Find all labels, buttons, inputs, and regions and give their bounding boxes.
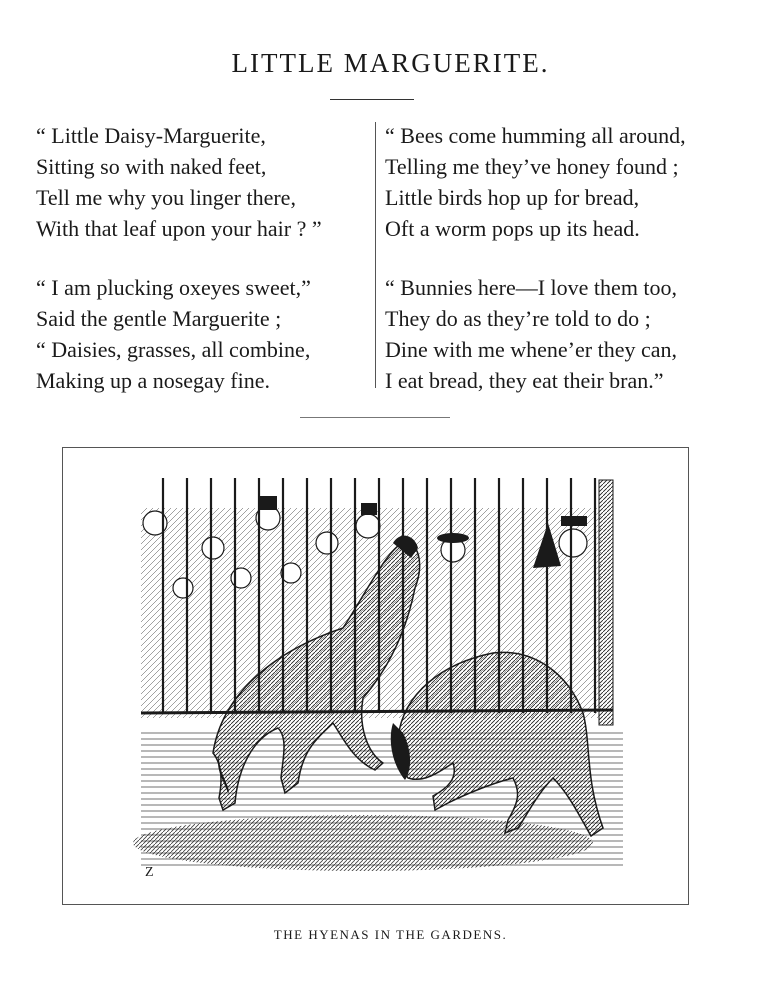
hyena-engraving	[63, 448, 688, 904]
poem-line: “ I am plucking oxeyes sweet,”	[36, 275, 311, 300]
stanza-1	[36, 120, 368, 244]
poem-line: Making up a nosegay fine.	[36, 368, 270, 393]
poem-line: “ Bees come humming all around,	[385, 123, 686, 148]
stanza-2	[36, 272, 368, 396]
poem-line: “ Little Daisy-Marguerite,	[36, 123, 266, 148]
illustration-caption: THE HYENAS IN THE GARDENS.	[273, 927, 508, 942]
poem-right-column	[385, 120, 730, 424]
stanza-3	[385, 120, 730, 244]
cage-post	[599, 480, 613, 725]
poem-line: Telling me they’ve honey found ;	[385, 154, 679, 179]
poem-line: Dine with me whene’er they can,	[385, 337, 677, 362]
poem-line: “ Bunnies here—I love them too,	[385, 275, 678, 300]
poem-line: Tell me why you linger there,	[36, 185, 296, 210]
column-divider	[375, 122, 376, 388]
poem-line: I eat bread, they eat their bran.”	[385, 368, 664, 393]
engraver-monogram: Z	[145, 865, 154, 880]
poem-line: They do as they’re told to do ;	[385, 306, 651, 331]
poem-line: Sitting so with naked feet,	[36, 154, 267, 179]
section-divider	[300, 417, 450, 418]
title-divider	[330, 99, 414, 100]
poem-left-column	[36, 120, 368, 424]
poem-line: With that leaf upon your hair ? ”	[36, 216, 322, 241]
poem-line: Oft a worm pops up its head.	[385, 216, 640, 241]
page-title: LITTLE MARGUERITE.	[231, 48, 550, 78]
poem-line: “ Daisies, grasses, all combine,	[36, 337, 311, 362]
illustration-frame	[62, 447, 689, 905]
stanza-4	[385, 272, 730, 396]
poem-line: Said the gentle Marguerite ;	[36, 306, 282, 331]
poem-line: Little birds hop up for bread,	[385, 185, 640, 210]
